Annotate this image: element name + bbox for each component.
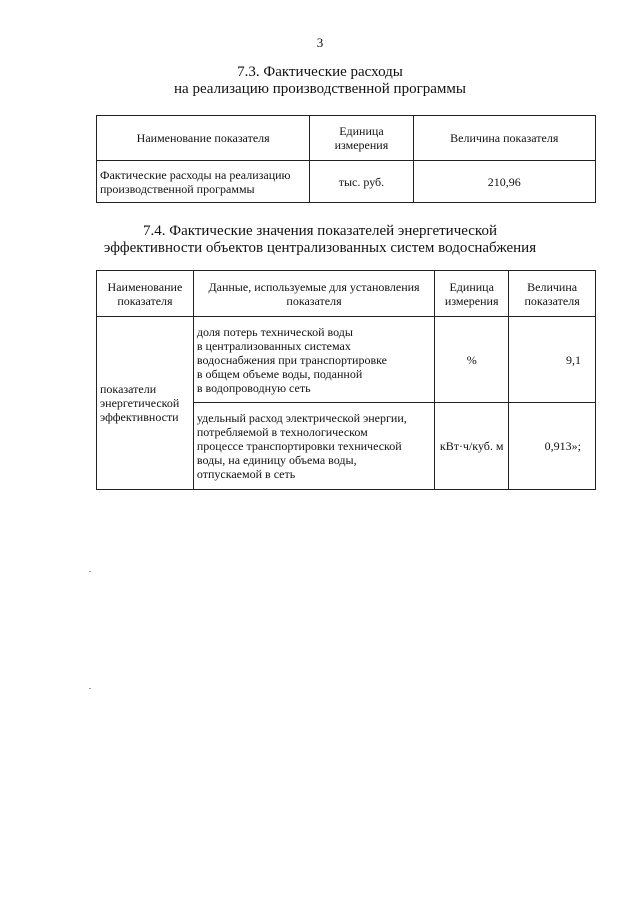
header-data-line2: показателя [286, 293, 342, 308]
table-header-row [97, 271, 596, 317]
indicator-name-line2: энергетической [100, 396, 180, 410]
water-loss-data-cell [193, 317, 434, 403]
header-data-line1: Данные, используемые для установления [208, 279, 420, 294]
data-line: потребляемой в технологическом [196, 425, 368, 439]
header-value-line1: Величина [527, 279, 578, 294]
data-line: в водопроводную сеть [196, 380, 311, 395]
scan-mark [89, 688, 91, 689]
energy-efficiency-table [96, 270, 596, 490]
header-unit-line2: измерения [334, 138, 389, 152]
expense-value-cell: 210,96 [413, 161, 595, 203]
indicator-name-line1: показатели [100, 382, 157, 396]
section-7-3-title-line1: 7.3. Фактические расходы [237, 64, 403, 80]
header-unit [310, 116, 413, 161]
section-7-3-title-line2: на реализацию производственной программы [174, 81, 466, 97]
indicator-name-cell [97, 317, 194, 490]
data-line: удельный расход электрической энергии, [196, 411, 407, 425]
indicator-name-line3: эффективности [100, 410, 179, 424]
header-value [509, 271, 596, 317]
data-line: процессе транспортировки технической [196, 439, 402, 453]
data-line: доля потерь технической воды [196, 324, 353, 339]
expense-unit-cell: тыс. руб. [310, 161, 413, 203]
data-line: в общем объеме воды, поданной [196, 366, 363, 381]
data-line: водоснабжения при транспортировке [196, 352, 387, 367]
header-indicator-name [97, 271, 194, 317]
energy-use-unit-cell: кВт·ч/куб. м [435, 403, 509, 490]
header-unit-line1: Единица [449, 279, 494, 294]
table-row [97, 161, 596, 203]
header-value-line2: показателя [524, 293, 580, 308]
data-line: воды, на единицу объема воды, [196, 453, 357, 467]
energy-use-data-cell [193, 403, 434, 490]
data-line: в централизованных системах [196, 338, 351, 353]
section-7-4-title [0, 223, 640, 257]
header-unit-line2: измерения [444, 293, 499, 308]
header-indicator-name: Наименование показателя [97, 116, 310, 161]
expense-name-line2: производственной программы [100, 181, 255, 196]
section-7-3-title [0, 64, 640, 98]
header-name-line1: Наименование [107, 279, 183, 294]
data-line: отпускаемой в сеть [196, 467, 296, 481]
header-unit-line1: Единица [339, 124, 384, 138]
header-data-used [193, 271, 434, 317]
expense-name-cell [97, 161, 310, 203]
scan-mark [89, 571, 91, 572]
section-7-4-title-line2: эффективности объектов централизованных систем водоснабжения [103, 240, 537, 256]
expense-name-line1: Фактические расходы на реализацию [100, 167, 291, 182]
water-loss-unit-cell: % [435, 317, 509, 403]
table-header-row [97, 116, 596, 161]
page-number: 3 [316, 35, 324, 50]
actual-expenses-table [96, 115, 596, 203]
energy-use-value-cell: 0,913»; [509, 403, 596, 490]
water-loss-value-cell: 9,1 [509, 317, 596, 403]
table-row [97, 317, 596, 403]
header-unit [435, 271, 509, 317]
section-7-4-title-line1: 7.4. Фактические значения показателей энергетической [143, 223, 497, 239]
header-name-line2: показателя [117, 293, 173, 308]
header-value: Величина показателя [413, 116, 595, 161]
